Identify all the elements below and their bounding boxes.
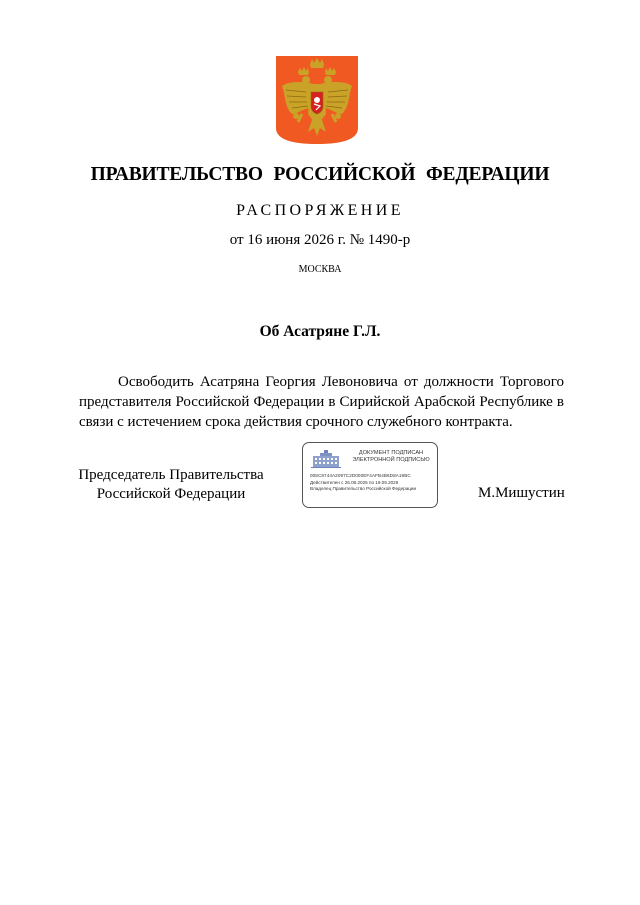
government-building-icon [311,450,341,468]
document-date-number: от 16 июня 2026 г. № 1490-р [229,232,411,248]
signatory-name: М.Мишустин [478,485,565,501]
order-body-text: Освободить Асатряна Георгия Левоновича от должности Торгового представителя Российской Федерации в Сирийской Арабской Республике в связи с истечением срока действия срочного служебного контракта. [79,374,564,430]
signatory-position [70,466,272,504]
document-city: МОСКВА [298,264,342,275]
document-subject: Об Асатряне Г.Л. [259,323,381,340]
stamp-validity: Действителен с 26.06.2025 по 19.09.2026 [310,480,399,485]
government-title: ПРАВИТЕЛЬСТВО РОССИЙСКОЙ ФЕДЕРАЦИИ [90,164,550,185]
signatory-position-line-2: Российской Федерации [96,486,246,502]
stamp-title-line-2: ЭЛЕКТРОННОЙ ПОДПИСЬЮ [352,457,430,463]
stamp-certificate-serial: 008C8744A2097C2D000EF4AFB4B6D8A19BC [310,473,411,478]
stamp-owner: Владелец Правительство Российской Федерации [310,486,417,491]
russian-coat-of-arms-icon [276,56,358,144]
signatory-position-line-1: Председатель Правительства [78,467,264,483]
electronic-signature-stamp [302,442,438,508]
stamp-title [345,450,437,464]
stamp-title-line-1: ДОКУМЕНТ ПОДПИСАН [358,450,424,456]
document-type: РАСПОРЯЖЕНИЕ [236,202,404,219]
